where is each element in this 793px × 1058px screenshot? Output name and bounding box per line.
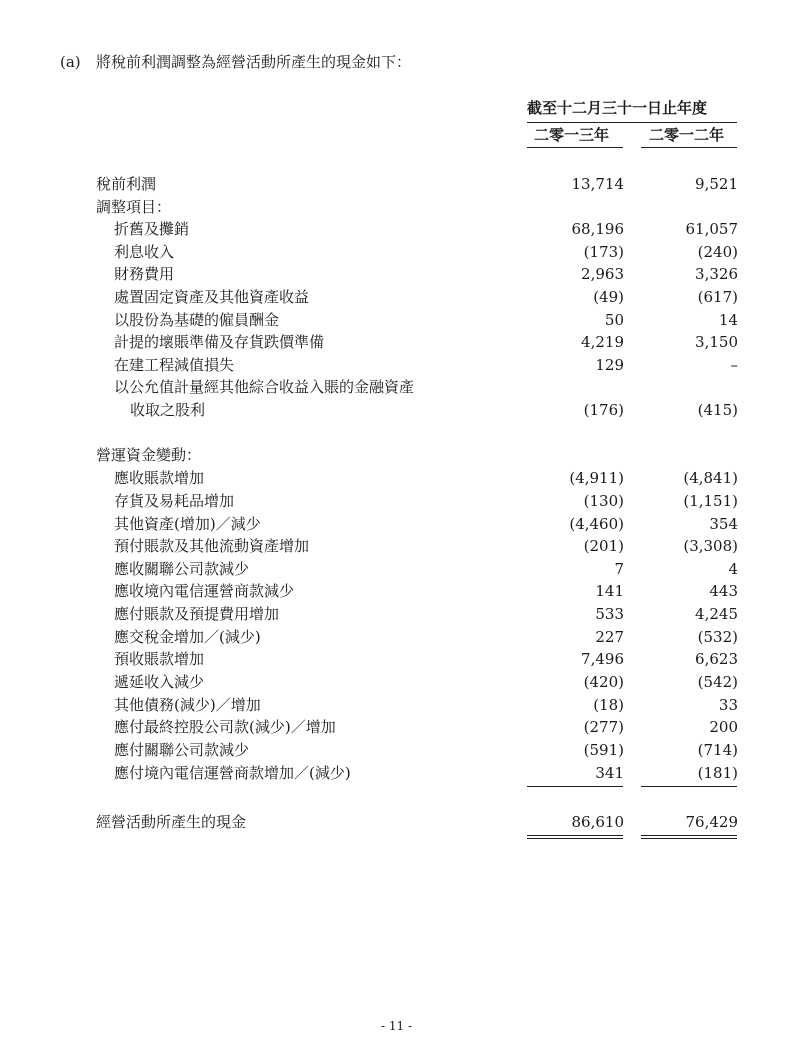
row-label: 折舊及攤銷	[114, 220, 190, 238]
subtotal-rule-2013	[527, 786, 623, 787]
row-value-2012: (542)	[697, 673, 738, 691]
row-value-2013: (130)	[583, 492, 624, 510]
row-label: 以公允值計量經其他綜合收益入賬的金融資產	[114, 378, 415, 396]
row-value-2012: (4,841)	[683, 469, 738, 487]
row-value-2012: (617)	[697, 288, 738, 306]
row-value-2012: 9,521	[695, 175, 738, 193]
row-value-2012: (240)	[697, 243, 738, 261]
row-value-2012: 443	[709, 582, 738, 600]
total-label: 經營活動所產生的現金	[96, 813, 247, 831]
year-2012-header: 二零一二年	[649, 126, 725, 144]
row-label: 應收關聯公司款減少	[114, 560, 250, 578]
year-2013-header: 二零一三年	[534, 126, 610, 144]
row-value-2012: 6,623	[695, 650, 738, 668]
row-label: 應付最終控股公司款(減少)／增加	[114, 718, 336, 736]
row-value-2013: 7	[614, 560, 624, 578]
row-value-2013: (176)	[583, 401, 624, 419]
row-value-2012: 3,150	[695, 333, 738, 351]
total-double-rule-2013-b	[527, 838, 623, 839]
row-value-2013: (277)	[583, 718, 624, 736]
row-value-2012: 61,057	[685, 220, 738, 238]
row-value-2013: (591)	[583, 741, 624, 759]
row-value-2013: 533	[595, 605, 624, 623]
row-value-2012: (3,308)	[683, 537, 738, 555]
row-label: 預付賬款及其他流動資產增加	[114, 537, 310, 555]
row-label: 收取之股利	[130, 401, 206, 419]
period-header: 截至十二月三十一日止年度	[527, 99, 708, 117]
row-value-2012: (532)	[697, 628, 738, 646]
row-value-2013: 13,714	[571, 175, 624, 193]
row-value-2012: –	[730, 356, 738, 374]
row-value-2013: 341	[595, 764, 624, 782]
total-value-2013: 86,610	[571, 813, 624, 831]
row-value-2013: (18)	[593, 696, 624, 714]
row-label: 以股份為基礎的僱員酬金	[114, 311, 280, 329]
row-value-2012: (1,151)	[683, 492, 738, 510]
row-value-2012: 200	[709, 718, 738, 736]
total-double-rule-2012-b	[641, 838, 737, 839]
row-value-2012: 3,326	[695, 265, 738, 283]
row-value-2012: (415)	[697, 401, 738, 419]
row-value-2013: 129	[595, 356, 624, 374]
row-value-2013: 227	[595, 628, 624, 646]
row-label: 遞延收入減少	[114, 673, 205, 691]
row-value-2013: (49)	[593, 288, 624, 306]
row-value-2013: 4,219	[581, 333, 624, 351]
row-value-2012: (181)	[697, 764, 738, 782]
period-underline	[527, 122, 737, 123]
row-value-2013: 50	[604, 311, 624, 329]
row-label: 應收境內電信運營商款減少	[114, 582, 295, 600]
intro-text: 將稅前利潤調整為經營活動所產生的現金如下：	[96, 53, 412, 71]
row-label: 財務費用	[114, 265, 175, 283]
row-label: 稅前利潤	[96, 175, 157, 193]
row-value-2012: 14	[718, 311, 738, 329]
row-value-2013: 141	[595, 582, 624, 600]
row-label: 其他資產(增加)／減少	[114, 515, 261, 533]
row-value-2012: 33	[718, 696, 738, 714]
row-value-2012: 4	[728, 560, 738, 578]
row-value-2013: 2,963	[581, 265, 624, 283]
row-label: 在建工程減值損失	[114, 356, 235, 374]
row-value-2012: (714)	[697, 741, 738, 759]
year-2013-underline	[527, 147, 623, 148]
row-label: 調整項目：	[96, 198, 172, 216]
row-label: 應交稅金增加／(減少)	[114, 628, 261, 646]
row-label: 處置固定資產及其他資產收益	[114, 288, 310, 306]
row-label: 利息收入	[114, 243, 175, 261]
row-value-2013: (4,911)	[569, 469, 624, 487]
row-value-2013: (4,460)	[569, 515, 624, 533]
row-label: 其他債務(減少)／增加	[114, 696, 261, 714]
row-value-2012: 354	[709, 515, 738, 533]
row-label: 計提的壞賬準備及存貨跌價準備	[114, 333, 325, 351]
row-label: 預收賬款增加	[114, 650, 205, 668]
year-2012-underline	[641, 147, 737, 148]
row-label: 應付關聯公司款減少	[114, 741, 250, 759]
section-marker: (a)	[60, 53, 81, 71]
row-label: 應付境內電信運營商款增加／(減少)	[114, 764, 351, 782]
row-value-2013: (173)	[583, 243, 624, 261]
row-label: 存貨及易耗品增加	[114, 492, 235, 510]
row-value-2013: (201)	[583, 537, 624, 555]
row-value-2012: 4,245	[695, 605, 738, 623]
total-value-2012: 76,429	[685, 813, 738, 831]
page-number: - 11 -	[380, 1019, 412, 1033]
total-double-rule-2012-a	[641, 835, 737, 836]
row-value-2013: 68,196	[571, 220, 624, 238]
row-label: 應收賬款增加	[114, 469, 205, 487]
subtotal-rule-2012	[641, 786, 737, 787]
total-double-rule-2013-a	[527, 835, 623, 836]
row-label: 應付賬款及預提費用增加	[114, 605, 280, 623]
row-label: 營運資金變動：	[96, 446, 202, 464]
row-value-2013: 7,496	[581, 650, 624, 668]
row-value-2013: (420)	[583, 673, 624, 691]
